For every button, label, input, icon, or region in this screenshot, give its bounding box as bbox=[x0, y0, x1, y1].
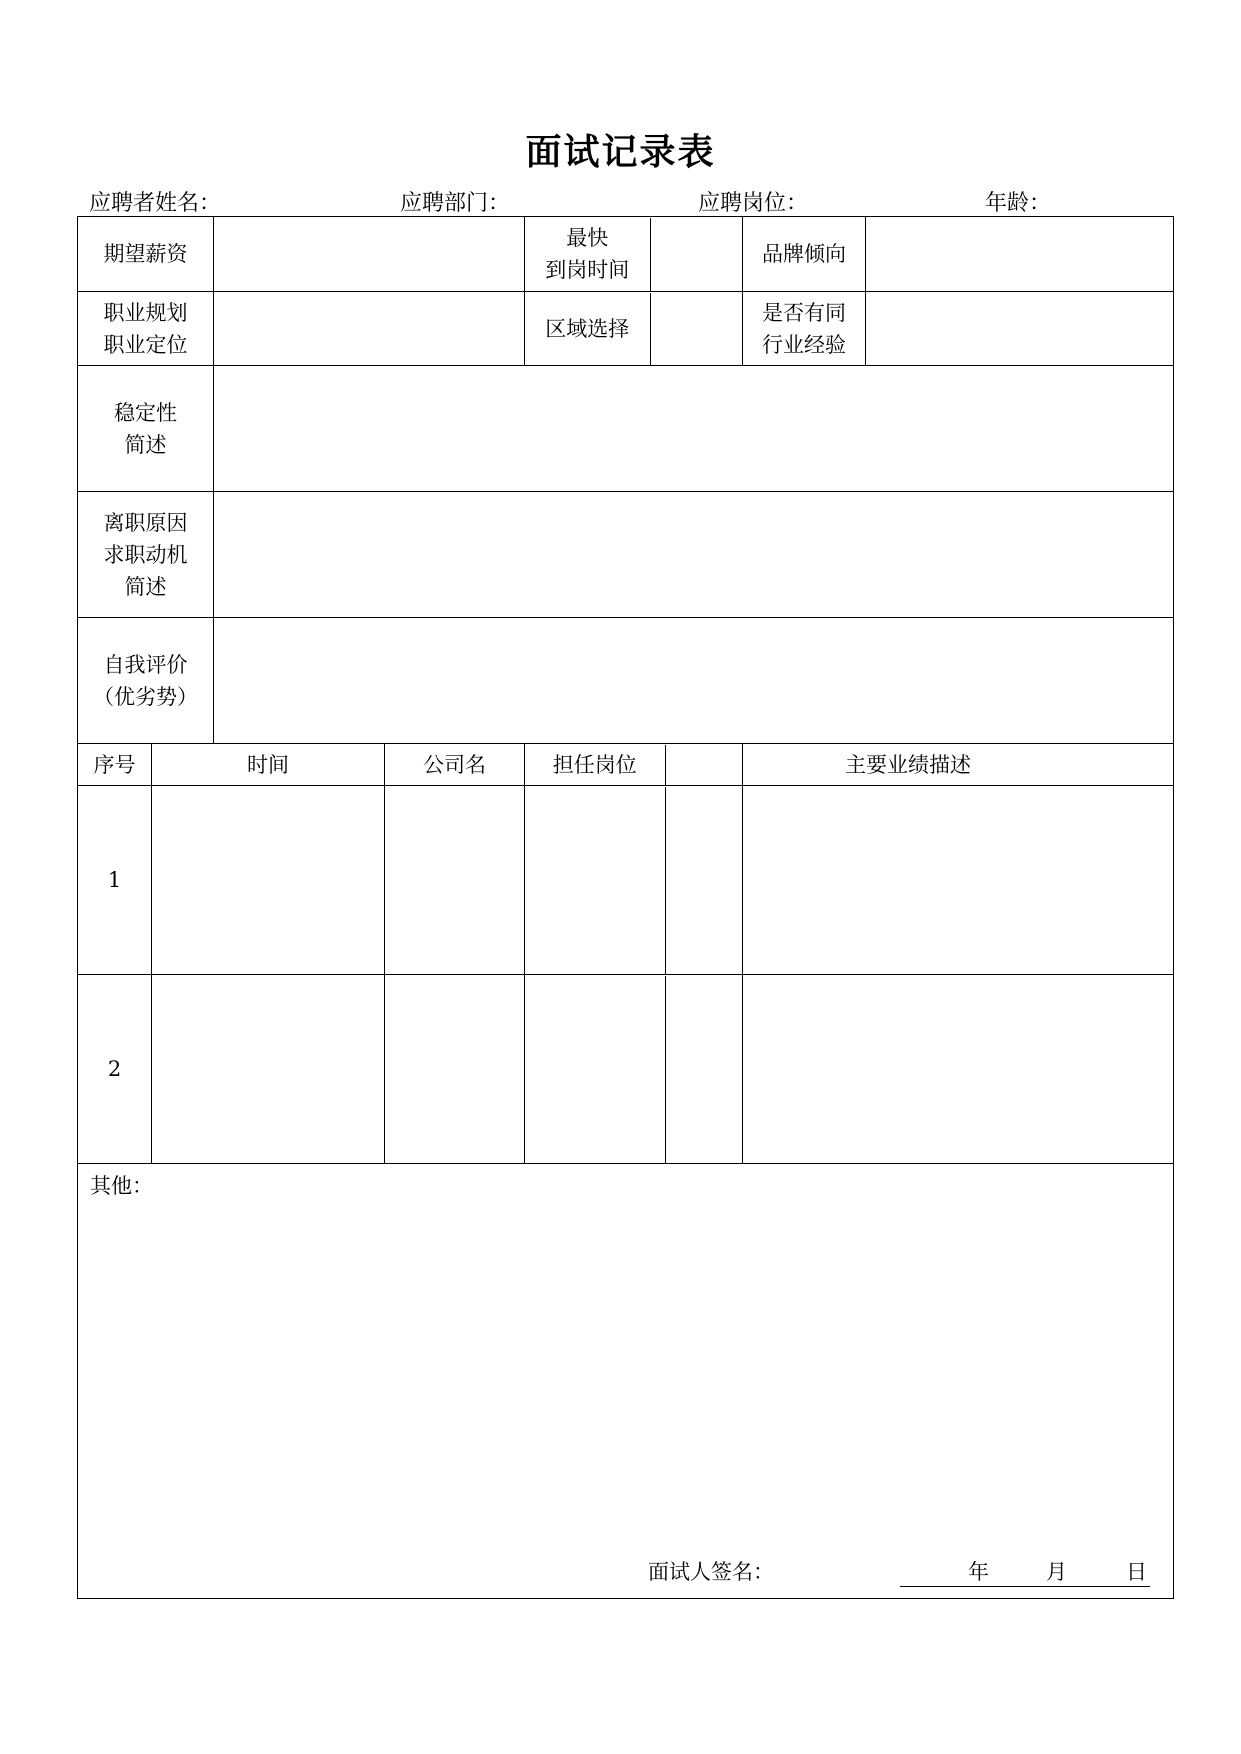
interview-form-table bbox=[77, 216, 1174, 1599]
info-row-2 bbox=[78, 292, 1174, 366]
resignation-row bbox=[78, 492, 1174, 618]
experience-role-input[interactable] bbox=[525, 787, 665, 974]
stability-input-cell[interactable] bbox=[214, 366, 1174, 492]
others-cell[interactable] bbox=[78, 1164, 1174, 1599]
position-label: 应聘岗位： bbox=[698, 191, 809, 216]
info-row-1 bbox=[78, 217, 1174, 292]
others-row bbox=[78, 1164, 1174, 1599]
same-industry-input-cell[interactable] bbox=[866, 292, 1174, 366]
self-eval-input-cell[interactable] bbox=[214, 618, 1174, 744]
applicant-name-label: 应聘者姓名： bbox=[89, 191, 222, 216]
experience-achievements-left[interactable] bbox=[665, 976, 742, 1163]
self-eval-label: 自我评价 （优劣势） bbox=[78, 618, 214, 744]
year-label: 年 bbox=[968, 1560, 989, 1584]
self-eval-row bbox=[78, 618, 1174, 744]
time-header: 时间 bbox=[152, 744, 385, 786]
region-label bbox=[525, 292, 743, 366]
others-label: 其他： bbox=[90, 1174, 153, 1198]
experience-achievements-cell[interactable] bbox=[743, 975, 1174, 1164]
role-header-text: 担任岗位 bbox=[525, 745, 665, 785]
arrival-time-label-text: 最快 到岗时间 bbox=[525, 218, 650, 291]
stability-label: 稳定性 简述 bbox=[78, 366, 214, 492]
role-header bbox=[525, 744, 743, 786]
career-plan-label: 职业规划 职业定位 bbox=[78, 292, 214, 366]
experience-company-cell[interactable] bbox=[385, 786, 525, 975]
month-label: 月 bbox=[1046, 1560, 1067, 1584]
experience-company-cell[interactable] bbox=[385, 975, 525, 1164]
experience-role-input[interactable] bbox=[525, 976, 665, 1163]
experience-row bbox=[78, 786, 1174, 975]
achievements-header: 主要业绩描述 bbox=[743, 744, 1174, 786]
age-label: 年龄： bbox=[985, 191, 1052, 216]
experience-row bbox=[78, 975, 1174, 1164]
stability-row bbox=[78, 366, 1174, 492]
salary-label: 期望薪资 bbox=[78, 217, 214, 292]
brand-preference-label: 品牌倾向 bbox=[743, 217, 866, 292]
experience-index: 1 bbox=[78, 786, 152, 975]
same-industry-label: 是否有同 行业经验 bbox=[743, 292, 866, 366]
day-label: 日 bbox=[1126, 1560, 1147, 1584]
career-plan-input-cell[interactable] bbox=[214, 292, 525, 366]
region-input-cell[interactable] bbox=[650, 293, 742, 365]
index-header: 序号 bbox=[78, 744, 152, 786]
brand-preference-input-cell[interactable] bbox=[866, 217, 1174, 292]
achievements-header-left bbox=[665, 745, 742, 785]
experience-role-cell[interactable] bbox=[525, 786, 743, 975]
experience-index: 2 bbox=[78, 975, 152, 1164]
arrival-time-input-cell[interactable] bbox=[650, 218, 742, 291]
signature-date-line[interactable] bbox=[900, 1556, 1150, 1587]
experience-time-cell[interactable] bbox=[152, 975, 385, 1164]
experience-achievements-left[interactable] bbox=[665, 787, 742, 974]
department-label: 应聘部门： bbox=[400, 191, 511, 216]
experience-time-cell[interactable] bbox=[152, 786, 385, 975]
resignation-label: 离职原因 求职动机 简述 bbox=[78, 492, 214, 618]
experience-header-row bbox=[78, 744, 1174, 786]
page-title: 面试记录表 bbox=[525, 131, 716, 173]
experience-achievements-cell[interactable] bbox=[743, 786, 1174, 975]
salary-input-cell[interactable] bbox=[214, 217, 525, 292]
experience-role-cell[interactable] bbox=[525, 975, 743, 1164]
region-label-text: 区域选择 bbox=[525, 293, 650, 365]
company-header: 公司名 bbox=[385, 744, 525, 786]
resignation-input-cell[interactable] bbox=[214, 492, 1174, 618]
arrival-time-label bbox=[525, 217, 743, 292]
interviewer-signature-label: 面试人签名： bbox=[648, 1560, 774, 1584]
